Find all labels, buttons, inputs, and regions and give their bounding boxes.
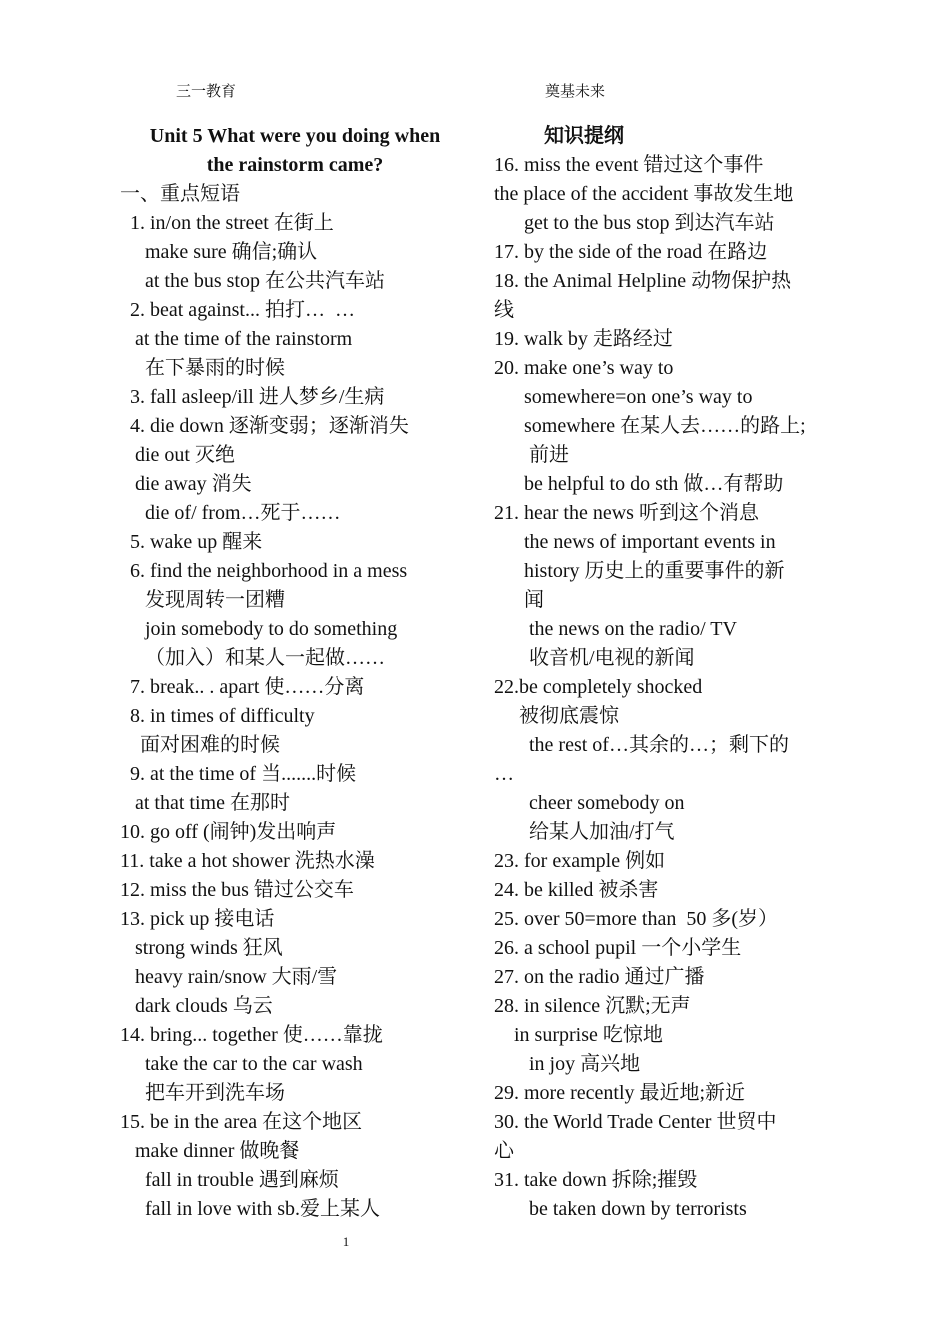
phrase-line: die of/ from…死于……	[120, 502, 341, 524]
phrase-line: 一、重点短语	[120, 183, 240, 205]
right-column	[494, 122, 844, 1224]
phrase-line: 11. take a hot shower 洗热水澡	[120, 850, 375, 872]
phrase-line: make dinner 做晚餐	[120, 1140, 300, 1162]
phrase-line: the rest of…其余的…；剩下的	[494, 734, 789, 756]
phrase-line: 线	[494, 299, 514, 321]
phrase-line: 29. more recently 最近地;新近	[494, 1082, 746, 1104]
phrase-line: history 历史上的重要事件的新	[494, 560, 785, 582]
phrase-line: （加入）和某人一起做……	[120, 647, 385, 669]
phrase-line: 27. on the radio 通过广播	[494, 966, 705, 988]
phrase-line: die out 灭绝	[120, 444, 235, 466]
outline-title: 知识提纲	[544, 125, 624, 147]
phrase-line: in joy 高兴地	[494, 1053, 641, 1075]
phrase-line: strong winds 狂风	[120, 937, 283, 959]
phrase-line: 28. in silence 沉默;无声	[494, 995, 691, 1017]
phrase-line: 15. be in the area 在这个地区	[120, 1111, 363, 1133]
phrase-line: heavy rain/snow 大雨/雪	[120, 966, 338, 988]
phrase-line: cheer somebody on	[494, 792, 685, 814]
phrase-line: make sure 确信;确认	[120, 241, 318, 263]
phrase-line: …	[494, 763, 514, 785]
phrase-line: 24. be killed 被杀害	[494, 879, 659, 901]
phrase-line: at the bus stop 在公共汽车站	[120, 270, 385, 292]
phrase-line: at the time of the rainstorm	[120, 328, 353, 350]
phrase-line: 16. miss the event 错过这个事件	[494, 154, 764, 176]
phrase-line: 发现周转一团糟	[120, 589, 285, 611]
phrase-line: dark clouds 乌云	[120, 995, 273, 1017]
phrase-line: 闻	[494, 589, 544, 611]
phrase-line: 7. break.. . apart 使……分离	[120, 676, 365, 698]
header-left-text: 三一教育	[176, 84, 237, 100]
phrase-line: fall in trouble 遇到麻烦	[120, 1169, 339, 1191]
phrase-line: somewhere 在某人去……的路上;	[494, 415, 806, 437]
unit-title-line-2: the rainstorm came?	[206, 154, 384, 176]
phrase-line: 面对困难的时候	[120, 734, 280, 756]
phrase-line: 心	[494, 1140, 514, 1162]
phrase-line: 26. a school pupil 一个小学生	[494, 937, 742, 959]
header-right-text: 奠基未来	[545, 84, 606, 100]
phrase-line: 前进	[494, 444, 569, 466]
phrase-line: 在下暴雨的时候	[120, 357, 285, 379]
phrase-line: 收音机/电视的新闻	[494, 647, 695, 669]
phrase-line: die away 消失	[120, 473, 252, 495]
phrase-line: 给某人加油/打气	[494, 821, 675, 843]
page-number: 1	[342, 1234, 350, 1249]
phrase-line: 14. bring... together 使……靠拢	[120, 1024, 383, 1046]
phrase-line: 31. take down 拆除;摧毁	[494, 1169, 698, 1191]
phrase-line: 23. for example 例如	[494, 850, 666, 872]
phrase-line: in surprise 吃惊地	[494, 1024, 663, 1046]
phrase-line: be taken down by terrorists	[494, 1198, 747, 1220]
phrase-line: 13. pick up 接电话	[120, 908, 275, 930]
phrase-line: join somebody to do something	[120, 618, 398, 640]
phrase-line: the place of the accident 事故发生地	[494, 183, 794, 205]
phrase-line: 22.be completely shocked	[494, 676, 703, 698]
phrase-line: at that time 在那时	[120, 792, 290, 814]
phrase-line: 12. miss the bus 错过公交车	[120, 879, 354, 901]
phrase-line: 18. the Animal Helpline 动物保护热	[494, 270, 792, 292]
phrase-line: 20. make one’s way to	[494, 357, 674, 379]
phrase-line: 17. by the side of the road 在路边	[494, 241, 768, 263]
right-phrase-list	[494, 151, 844, 1224]
phrase-line: be helpful to do sth 做…有帮助	[494, 473, 784, 495]
phrase-line: 21. hear the news 听到这个消息	[494, 502, 759, 524]
phrase-line: 10. go off (闹钟)发出响声	[120, 821, 337, 843]
phrase-line: 6. find the neighborhood in a mess	[120, 560, 408, 582]
phrase-line: 25. over 50=more than 50 多(岁）	[494, 908, 779, 930]
phrase-line: 把车开到洗车场	[120, 1082, 285, 1104]
phrase-line: 1. in/on the street 在街上	[120, 212, 334, 234]
left-phrase-list	[120, 180, 470, 1224]
phrase-line: 4. die down 逐渐变弱；逐渐消失	[120, 415, 409, 437]
phrase-line: 5. wake up 醒来	[120, 531, 263, 553]
phrase-line: 19. walk by 走路经过	[494, 328, 673, 350]
unit-title-line-1: Unit 5 What were you doing when	[149, 125, 441, 147]
left-column	[120, 122, 470, 1224]
phrase-line: 3. fall asleep/ill 进人梦乡/生病	[120, 386, 385, 408]
phrase-line: the news on the radio/ TV	[494, 618, 737, 640]
phrase-line: somewhere=on one’s way to	[494, 386, 753, 408]
phrase-line: take the car to the car wash	[120, 1053, 363, 1075]
phrase-line: 9. at the time of 当.......时候	[120, 763, 357, 785]
phrase-line: fall in love with sb.爱上某人	[120, 1198, 380, 1220]
phrase-line: get to the bus stop 到达汽车站	[494, 212, 775, 234]
phrase-line: 30. the World Trade Center 世贸中	[494, 1111, 777, 1133]
phrase-line: 被彻底震惊	[494, 705, 619, 727]
phrase-line: 8. in times of difficulty	[120, 705, 315, 727]
phrase-line: the news of important events in	[494, 531, 776, 553]
phrase-line: 2. beat against... 拍打… …	[120, 299, 355, 321]
